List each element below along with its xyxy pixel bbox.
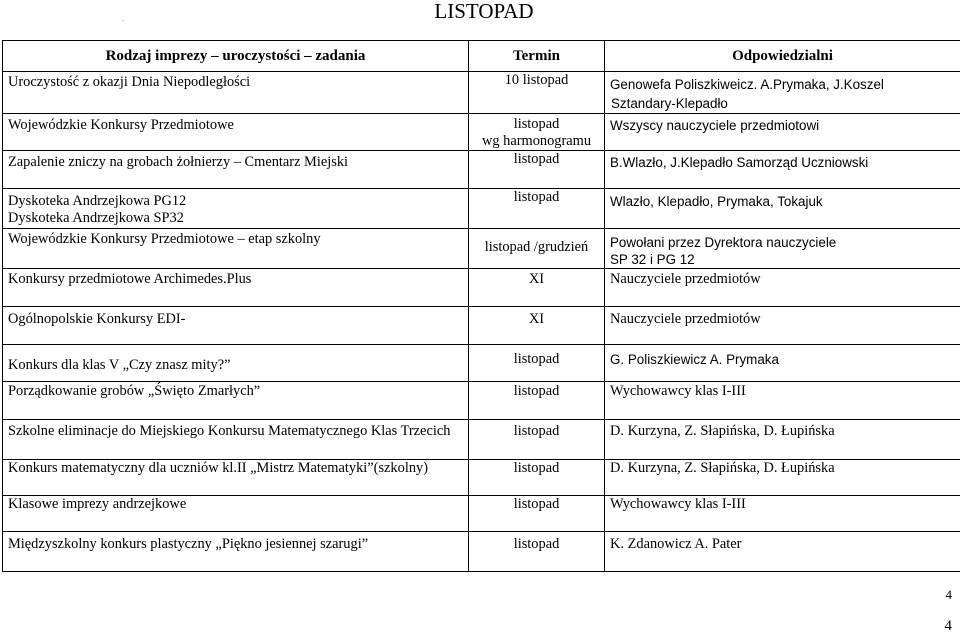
event-text: Międzyszkolny konkurs plastyczny „Piękno jesiennej szarugi” [8,536,369,552]
responsible-line: Sztandary-Klepadło [611,96,728,111]
responsible-text: B.Wlazło, J.Klepadło Samorząd Uczniowski [610,155,869,170]
date-cell [469,345,605,382]
date-cell [469,229,605,269]
responsible-text: D. Kurzyna, Z. Słapińska, D. Łupińska [610,460,835,476]
table-row [3,189,960,229]
table-row [3,532,960,572]
responsible-text: G. Poliszkiewicz A. Prymaka [610,352,779,367]
date-text: listopad [513,151,560,167]
date-text: listopad [513,496,560,512]
responsible-text: Nauczyciele przedmiotów [610,271,761,287]
table-row [3,496,960,532]
header-row [3,41,960,72]
date-line: wg harmonogramu [481,133,592,149]
event-cell [3,229,469,269]
responsible-text: Nauczyciele przedmiotów [610,311,761,327]
responsible-cell [605,460,960,496]
responsible-cell [605,269,960,307]
event-cell [3,460,469,496]
date-text: XI [528,311,545,327]
date-cell [469,382,605,420]
event-line: Dyskoteka Andrzejkowa SP32 [8,210,184,226]
responsible-text: Wlazło, Klepadło, Prymaka, Tokajuk [610,194,823,209]
header-date: Termin [469,41,605,72]
event-text: Ogólnopolskie Konkursy EDI- [8,311,186,327]
responsible-cell [605,345,960,382]
stray-dot: . [122,14,124,23]
responsible-cell [605,189,960,229]
page-title: LISTOPAD [434,0,534,23]
responsible-cell [605,532,960,572]
event-cell [3,72,469,114]
table-row [3,307,960,345]
header-event: Rodzaj imprezy – uroczystości – zadania [3,41,469,72]
responsible-cell [605,151,960,189]
date-cell [469,72,605,114]
event-cell [3,151,469,189]
date-text: listopad [513,460,560,476]
date-text: listopad [513,383,560,399]
responsible-cell [605,382,960,420]
responsible-line: Powołani przez Dyrektora nauczyciele [610,235,837,250]
date-cell [469,532,605,572]
date-cell [469,269,605,307]
event-text: Klasowe imprezy andrzejkowe [8,496,187,512]
table-row [3,460,960,496]
responsible-cell [605,496,960,532]
date-text: XI [528,271,545,287]
responsible-line: SP 32 i PG 12 [610,252,695,267]
event-cell [3,420,469,460]
table-row [3,269,960,307]
event-cell [3,307,469,345]
date-text: listopad /grudzień [484,239,589,255]
responsible-line: Genowefa Poliszkiweicz. A.Prymaka, J.Koszel [610,77,884,92]
responsible-cell [605,229,960,269]
page-number: 4 [944,618,952,634]
event-cell [3,269,469,307]
table-row [3,114,960,151]
event-text: Uroczystość z okazji Dnia Niepodległości [8,74,251,90]
event-text: Zapalenie zniczy na grobach żołnierzy – Cmentarz Miejski [8,154,349,170]
date-line: listopad [513,116,560,132]
event-cell [3,496,469,532]
schedule-table [2,40,960,572]
event-line: Dyskoteka Andrzejkowa PG12 [8,193,187,209]
event-text: Konkurs dla klas V „Czy znasz mity?” [8,357,231,373]
event-text: Konkursy przedmiotowe Archimedes.Plus [8,271,252,287]
responsible-cell [605,420,960,460]
event-text: Wojewódzkie Konkursy Przedmiotowe [8,117,234,133]
responsible-text: K. Zdanowicz A. Pater [610,536,742,552]
event-cell [3,189,469,229]
event-text: Konkurs matematyczny dla uczniów kl.II „Mistrz Matematyki”(szkolny) [8,460,428,476]
event-cell [3,345,469,382]
responsible-cell [605,114,960,151]
responsible-cell [605,72,960,114]
event-cell [3,114,469,151]
event-cell [3,532,469,572]
date-text: listopad [513,351,560,367]
date-text: listopad [513,189,560,205]
table-row [3,345,960,382]
event-text: Wojewódzkie Konkursy Przedmiotowe – etap szkolny [8,231,321,247]
date-text: 10 listopad [504,72,569,88]
responsible-cell [605,307,960,345]
responsible-text: Wychowawcy klas I-III [610,496,746,512]
event-text: Porządkowanie grobów „Święto Zmarłych” [8,383,261,399]
date-cell [469,151,605,189]
date-cell [469,420,605,460]
table-row [3,382,960,420]
date-cell [469,460,605,496]
responsible-text: Wszyscy nauczyciele przedmiotowi [610,118,820,133]
table-row [3,151,960,189]
table-row [3,420,960,460]
table-row [3,229,960,269]
event-text: Szkolne eliminacje do Miejskiego Konkursu Matematycznego Klas Trzecich [8,423,451,439]
date-text: listopad [513,536,560,552]
table-row [3,72,960,114]
date-cell [469,189,605,229]
footnote-digit: 4 [945,587,952,602]
date-cell [469,307,605,345]
date-cell [469,496,605,532]
date-text: listopad [513,423,560,439]
date-cell [469,114,605,151]
responsible-text: D. Kurzyna, Z. Słapińska, D. Łupińska [610,423,835,439]
responsible-text: Wychowawcy klas I-III [610,383,746,399]
header-responsible: Odpowiedzialni [605,41,960,72]
event-cell [3,382,469,420]
